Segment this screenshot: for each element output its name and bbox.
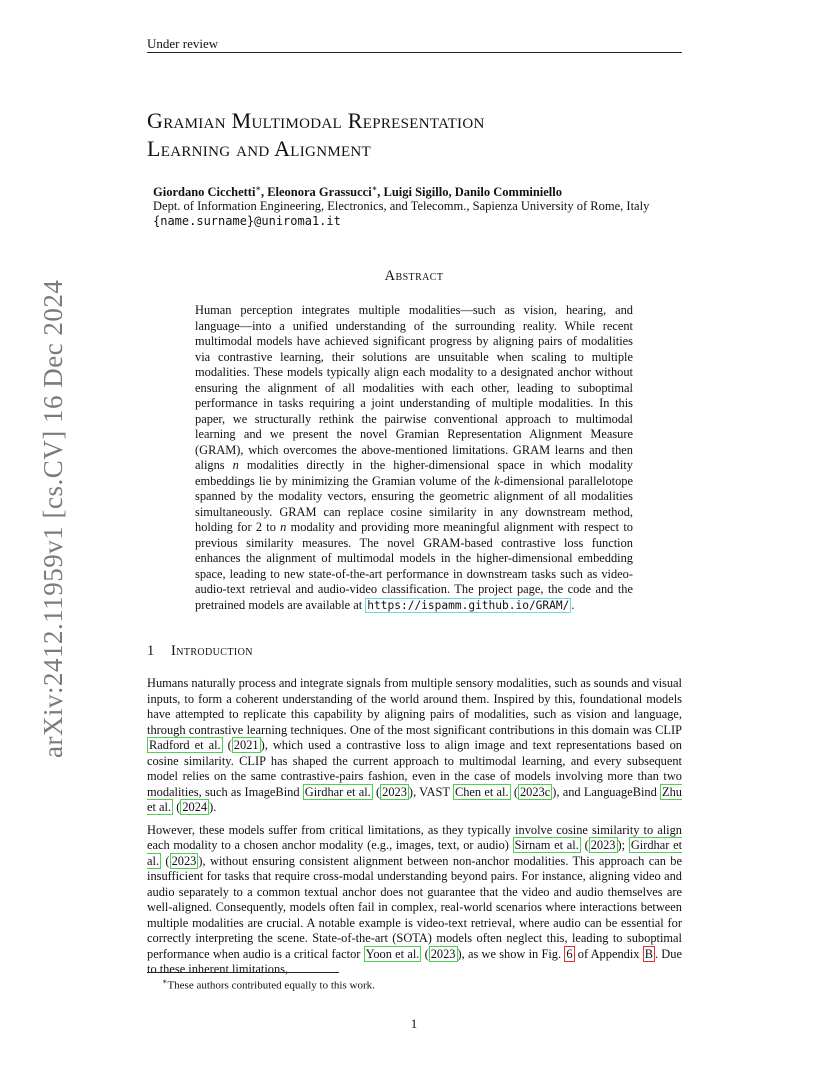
- text-run: , and LanguageBind: [556, 784, 661, 799]
- text-run: ;: [621, 838, 629, 852]
- author-separator: ,: [377, 185, 384, 200]
- citation-year-link[interactable]: 2023: [430, 946, 456, 961]
- text-run: , VAST: [413, 784, 453, 799]
- citation-year-link[interactable]: 2023: [590, 838, 616, 852]
- header-rule: [147, 52, 682, 53]
- footnote-mark: ∗: [162, 977, 168, 986]
- math-n: n: [280, 520, 287, 534]
- equal-contribution-mark: ∗: [255, 184, 261, 193]
- citation-link[interactable]: Radford et al.: [149, 738, 221, 752]
- section-title: Introduction: [171, 643, 253, 659]
- citation-link[interactable]: Girdhar et al.: [304, 784, 371, 799]
- text-run: However, these models suffer from critical limitations, as they typically involve cosine similarity to align each modality to a chosen anchor modality (e.g., images, text, or audio): [147, 822, 682, 852]
- citation-link[interactable]: Yoon et al.: [365, 946, 420, 961]
- author-1: Giordano Cicchetti: [153, 185, 256, 200]
- paragraph: Humans naturally process and integrate signals from multiple sensory modalities, such as sounds and visual inputs, to form a coherent understanding of the world around them. Inspired by this, foundational models have attempted to replicate this capability by aligning pairs of modalities, such as vision and language, through contrastive learning techniques. One of the most significant contributions in this domain was CLIP Radford et al. ( 2021 ), which used a contrastive loss to align image and text representations based on cosine similarity. CLIP has shaped the current approach to multimodal learning, and every subsequent model relies on the same contrastive-pairs fashion, even in the case of models involving more than two modalities, such as ImageBind Girdhar et al. ( 2023 ), VAST Chen et al. ( 2023c ), and LanguageBind Zhu et al. ( 2024 ).: [147, 676, 683, 814]
- footnote: [162, 977, 375, 992]
- running-header: Under review: [147, 36, 219, 51]
- section-heading-introduction: [147, 643, 253, 660]
- page-number: 1: [410, 1016, 418, 1031]
- author-list: [153, 183, 562, 200]
- abstract-text-part: Human perception integrates multiple modalities—such as vision, hearing, and language—into a unified understanding of the surrounding reality. While recent multimodal models have achieved significant progress by aligning pairs of modalities via contrastive learning, their solutions are unsuitable when scaling to multiple modalities. These models typically align each modality to a designated anchor without ensuring the alignment of all modalities with each other, leading to suboptimal performance in tasks requiring a joint understanding of multiple modalities. In this paper, we structurally rethink the pairwise conventional approach to multimodal learning and we present the novel Gramian Representation Alignment Measure (GRAM), which overcomes the above-mentioned limitations. GRAM learns and then aligns: [195, 303, 633, 472]
- abstract-heading: Abstract: [384, 268, 444, 284]
- author-email: {name.surname}@uniroma1.it: [153, 214, 341, 228]
- title-line-2: Learning and Alignment: [147, 136, 372, 161]
- appendix-ref-link[interactable]: B: [644, 946, 653, 961]
- text-run: of Appendix: [574, 946, 643, 961]
- project-page-link[interactable]: https://ispamm.github.io/GRAM/: [367, 598, 570, 612]
- footnote-text: These authors contributed equally to this work.: [167, 979, 375, 992]
- abstract-text-part: -dimensional parallelotope spanned by the modality vectors, ensuring the geometric alignment of all modalities simultaneously. GRAM can replace cosine similarity in any downstream method, holding for 2 to: [195, 473, 634, 534]
- citation-year-link[interactable]: 2021: [233, 738, 259, 752]
- author-3-4: Luigi Sigillo, Danilo Comminiello: [383, 185, 562, 200]
- abstract-text-part: modality and providing more meaningful alignment with respect to previous similarity measures. The novel GRAM-based contrastive loss function enhances the alignment of multimodal models in the higher-dimensional embedding space, leading to new state-of-the-art performance in downstream tasks such as video-audio-text retrieval and audio-video classification. The project page, the code and the pretrained models are available at: [195, 520, 633, 612]
- text-run: , which used a contrastive loss to align image and text representations based on cosine similarity. CLIP has shaped the current approach to multimodal learning, and every subsequent model relies on the same contrastive-pairs fashion, even in the case of models involving more than two modalities, such as ImageBind: [147, 738, 683, 799]
- paper-title: [147, 107, 687, 163]
- citation-year-link[interactable]: 2023: [382, 784, 407, 799]
- text-run: , as we show in Fig.: [461, 946, 565, 961]
- arxiv-watermark: arXiv:2412.11959v1 [cs.CV] 16 Dec 2024: [38, 279, 68, 758]
- text-run: . Due to these inherent limitations,: [147, 946, 682, 976]
- affiliation: Dept. of Information Engineering, Electronics, and Telecomm., Sapienza University of Rome, Italy: [153, 199, 650, 213]
- paragraph: However, these models suffer from critical limitations, as they typically involve cosine similarity to align each modality to a chosen anchor modality (e.g., images, text, or audio) Sirnam et al. ( 2023 ); Girdhar et al. ( 2023 ), without ensuring consistent alignment between non-anchor modalities. This approach can be insufficient for tasks that require cross-modal understanding beyond pairs. For instance, aligning video and audio separately to a common textual anchor does not guarantee that the video and audio themselves are well-aligned. Consequently, models often fail in complex, real-world scenarios where interactions between multiple modalities are crucial. A notable example is video-text retrieval, where audio can be essential for correctly interpreting the scene. State-of-the-art (SOTA) models often neglect this, leading to suboptimal performance when audio is a critical factor Yoon et al. ( 2023 ), as we show in Fig. 6 of Appendix B . Due to these inherent limitations,: [147, 822, 683, 976]
- citation-link[interactable]: Zhu et al.: [147, 784, 682, 814]
- abstract-text-part: modalities directly in the higher-dimensional space in which modality embeddings lie by minimizing the Gramian volume of the: [195, 458, 633, 488]
- citation-link[interactable]: Girdhar et al.: [147, 838, 683, 868]
- citation-link[interactable]: Chen et al.: [454, 784, 509, 799]
- text-run: Humans naturally process and integrate signals from multiple sensory modalities, such as sounds and visual inputs, to form a coherent understanding of the world around them. Inspired by this, foundational models have attempted to replicate this capability by aligning pairs of modalities, such as vision and language, through contrastive learning techniques. One of the most significant contributions in this domain was CLIP: [147, 676, 682, 737]
- title-line-1: Gramian Multimodal Representation: [147, 108, 485, 133]
- math-n: n: [232, 458, 239, 472]
- text-run: , without ensuring consistent alignment between non-anchor modalities. This approach can be insufficient for tasks that require cross-modal understanding beyond pairs. For instance, aligning video and audio separately to a common textual anchor does not guarantee that the video and audio themselves are well-aligned. Consequently, models often fail in complex, real-world scenarios where interactions between multiple modalities are crucial. A notable example is video-text retrieval, where audio can be essential for correctly interpreting the scene. State-of-the-art (SOTA) models often neglect this, leading to suboptimal performance when audio is a critical factor: [147, 853, 682, 961]
- introduction-body: [147, 676, 682, 985]
- author-2: Eleonora Grassucci: [267, 185, 372, 200]
- citation-link[interactable]: Sirnam et al.: [514, 838, 579, 852]
- citation-year-link[interactable]: 2023c: [519, 784, 551, 799]
- figure-ref-link[interactable]: 6: [566, 946, 573, 961]
- footnote-rule: [147, 972, 339, 973]
- citation-year-link[interactable]: 2024: [182, 800, 208, 814]
- math-k: k: [494, 473, 500, 488]
- citation-year-link[interactable]: 2023: [171, 853, 197, 868]
- text-run: .: [213, 800, 217, 814]
- equal-contribution-mark: ∗: [371, 184, 378, 193]
- abstract-text: [195, 303, 633, 613]
- abstract-text-part: .: [571, 597, 575, 612]
- section-number: 1: [147, 643, 155, 659]
- author-separator: ,: [260, 185, 268, 200]
